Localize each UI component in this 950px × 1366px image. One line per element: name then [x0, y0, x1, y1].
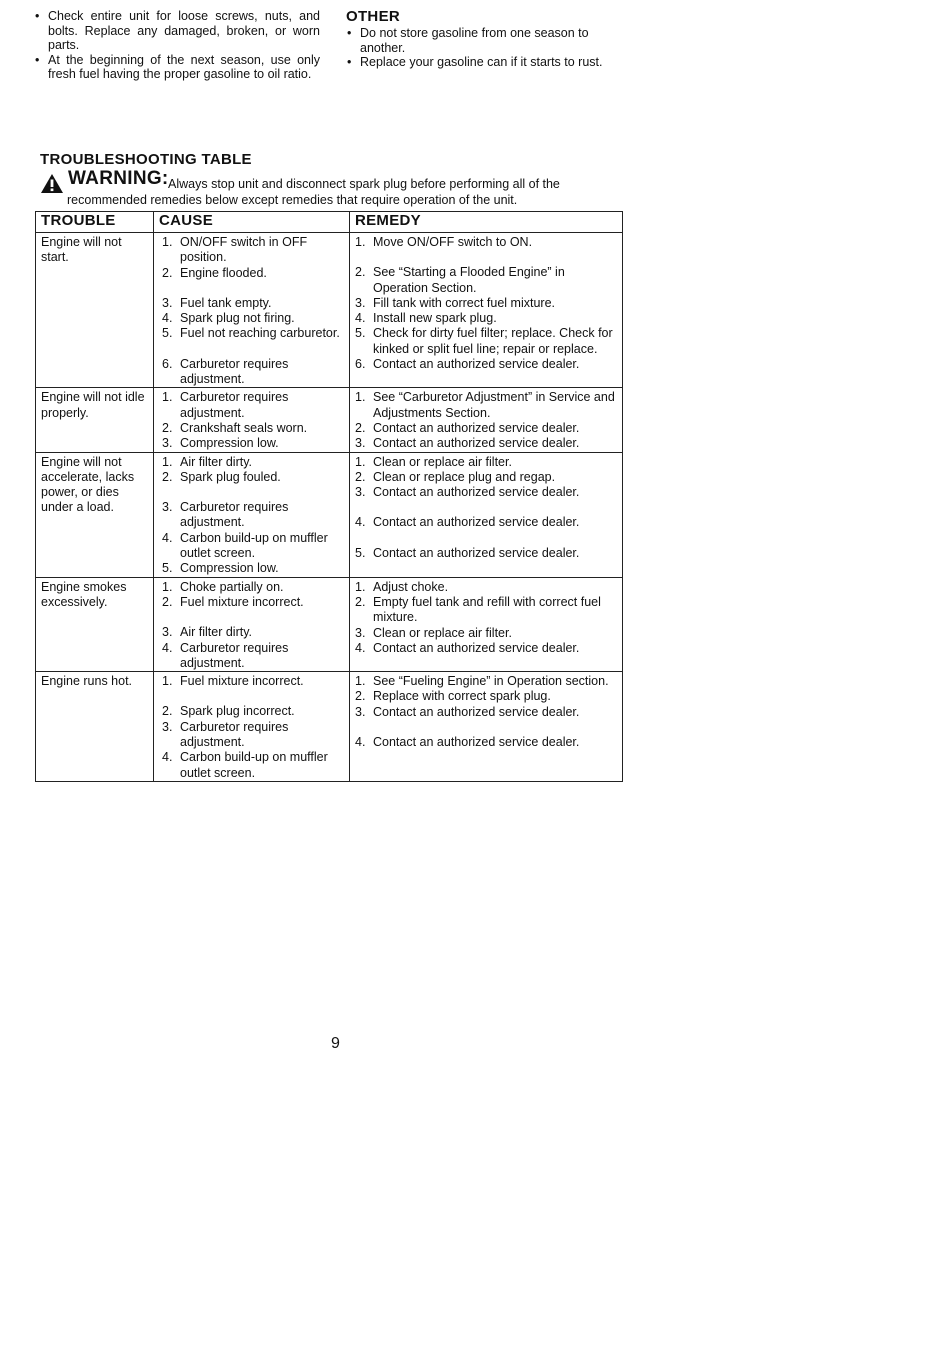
- item-number: 2.: [355, 420, 366, 435]
- cause-item: [162, 235, 344, 266]
- item-number: 1.: [355, 235, 366, 249]
- table-row: [36, 233, 623, 388]
- item-number: 4.: [162, 750, 173, 765]
- item-number: 1.: [162, 454, 173, 469]
- item-text: Clean or replace air filter.: [373, 454, 512, 469]
- troubleshooting-table: [35, 211, 623, 782]
- remedy-item: [355, 265, 617, 296]
- table-row: [36, 672, 623, 782]
- cause-item: [162, 720, 344, 751]
- item-text: Spark plug incorrect.: [180, 704, 295, 719]
- item-number: 2.: [162, 420, 173, 435]
- maintenance-bullet: • At the beginning of the next season, use only fresh fuel having the proper gasoline to oil ratio.: [34, 53, 320, 82]
- remedy-item: [355, 421, 617, 436]
- header-cause: CAUSE: [154, 212, 350, 233]
- item-text: Contact an authorized service dealer.: [373, 704, 580, 719]
- item-number: 4.: [355, 735, 366, 750]
- item-number: 2.: [162, 265, 173, 280]
- item-number: 3.: [355, 485, 366, 500]
- other-bullet: • Replace your gasoline can if it starts to rust.: [346, 55, 636, 70]
- item-text: See “Carburetor Adjustment” in Service and Adjustments Section.: [373, 390, 615, 420]
- item-number: 5.: [162, 326, 173, 341]
- item-number: 3.: [162, 719, 173, 734]
- item-text: Choke partially on.: [180, 579, 284, 594]
- warning-text-line-1: Always stop unit and disconnect spark plug before performing all of the: [168, 177, 560, 191]
- table-row: [36, 452, 623, 577]
- remedy-item: [355, 235, 617, 250]
- warning-triangle-icon: [40, 173, 64, 194]
- maintenance-bullet-list: [34, 9, 320, 82]
- item-number: 1.: [355, 579, 366, 594]
- cause-item: [162, 296, 344, 311]
- table-row: [36, 388, 623, 452]
- item-number: 1.: [162, 390, 173, 405]
- item-number: 3.: [355, 704, 366, 719]
- item-text: Contact an authorized service dealer.: [373, 357, 580, 372]
- item-text: Contact an authorized service dealer.: [373, 545, 580, 560]
- remedy-item: [355, 311, 617, 326]
- maintenance-bullet: • Check entire unit for loose screws, nuts, and bolts. Replace any damaged, broken, or worn parts.: [34, 9, 320, 53]
- item-number: 4.: [355, 515, 366, 530]
- troubleshooting-title: TROUBLESHOOTING TABLE: [40, 151, 252, 168]
- cause-item: [162, 421, 344, 436]
- item-number: 1.: [355, 390, 366, 405]
- trouble-cell: Engine will not idle properly.: [36, 388, 154, 452]
- item-text: Compression low.: [180, 436, 279, 451]
- item-text: Contact an authorized service dealer.: [373, 420, 580, 435]
- remedy-item: [355, 674, 617, 689]
- item-number: 2.: [355, 469, 366, 484]
- remedy-cell: [350, 577, 623, 671]
- item-text: Install new spark plug.: [373, 311, 497, 326]
- item-number: 4.: [162, 640, 173, 655]
- item-number: 2.: [162, 469, 173, 484]
- other-heading: OTHER: [346, 8, 400, 25]
- cause-item: [162, 531, 344, 562]
- cause-item: [162, 641, 344, 672]
- item-number: 2.: [355, 689, 366, 704]
- item-text: Carburetor requires adjustment.: [180, 719, 289, 750]
- remedy-item: [355, 595, 617, 626]
- item-number: 3.: [162, 295, 173, 310]
- cause-item: [162, 436, 344, 451]
- item-text: Clean or replace air filter.: [373, 625, 512, 640]
- remedy-item: [355, 689, 617, 704]
- cause-item: [162, 674, 344, 689]
- item-number: 2.: [162, 594, 173, 609]
- cause-item: [162, 390, 344, 421]
- item-text: Spark plug not firing.: [180, 311, 295, 326]
- item-text: Fill tank with correct fuel mixture.: [373, 295, 555, 310]
- cause-item: [162, 704, 344, 719]
- item-text: Contact an authorized service dealer.: [373, 436, 580, 451]
- cause-cell: [154, 388, 350, 452]
- warning-text-line-2: recommended remedies below except remedies that require operation of the unit.: [67, 193, 518, 207]
- item-number: 3.: [162, 436, 173, 451]
- other-section: [346, 8, 636, 70]
- remedy-item: [355, 735, 617, 750]
- item-text: Move ON/OFF switch to ON.: [373, 235, 533, 249]
- item-number: 4.: [162, 530, 173, 545]
- trouble-cell: Engine will not accelerate, lacks power, or dies under a load.: [36, 452, 154, 577]
- item-text: Replace with correct spark plug.: [373, 689, 551, 704]
- item-text: Engine flooded.: [180, 265, 267, 280]
- item-number: 3.: [162, 500, 173, 515]
- item-number: 4.: [355, 311, 366, 326]
- item-text: Compression low.: [180, 561, 279, 576]
- item-number: 3.: [162, 625, 173, 640]
- item-text: Air filter dirty.: [180, 625, 252, 640]
- remedy-item: [355, 326, 617, 357]
- item-text: Contact an authorized service dealer.: [373, 640, 580, 655]
- item-text: Fuel tank empty.: [180, 295, 272, 310]
- item-text: Carbon build-up on muffler outlet screen.: [180, 530, 328, 561]
- cause-item: [162, 357, 344, 388]
- cause-cell: [154, 233, 350, 388]
- cause-item: [162, 561, 344, 576]
- item-number: 1.: [355, 454, 366, 469]
- item-number: 3.: [355, 295, 366, 310]
- cause-item: [162, 470, 344, 485]
- remedy-item: [355, 626, 617, 641]
- trouble-cell: Engine runs hot.: [36, 672, 154, 782]
- remedy-item: [355, 436, 617, 451]
- item-number: 3.: [355, 625, 366, 640]
- remedy-item: [355, 296, 617, 311]
- cause-cell: [154, 452, 350, 577]
- cause-item: [162, 580, 344, 595]
- remedy-item: [355, 705, 617, 720]
- item-text: Carburetor requires adjustment.: [180, 640, 289, 670]
- item-number: 5.: [355, 326, 366, 341]
- cause-cell: [154, 672, 350, 782]
- cause-item: [162, 750, 344, 781]
- item-number: 5.: [162, 561, 173, 576]
- header-remedy: REMEDY: [350, 212, 623, 233]
- remedy-cell: [350, 452, 623, 577]
- remedy-item: [355, 580, 617, 595]
- remedy-item: [355, 390, 617, 421]
- remedy-item: [355, 470, 617, 485]
- item-number: 2.: [355, 594, 366, 609]
- trouble-cell: Engine smokes excessively.: [36, 577, 154, 671]
- item-number: 1.: [162, 235, 173, 249]
- warning-label: WARNING:: [68, 168, 169, 189]
- item-number: 5.: [355, 545, 366, 560]
- item-number: 4.: [355, 640, 366, 655]
- cause-cell: [154, 577, 350, 671]
- remedy-cell: [350, 388, 623, 452]
- remedy-cell: [350, 233, 623, 388]
- item-text: Contact an authorized service dealer.: [373, 735, 580, 750]
- cause-item: [162, 500, 344, 531]
- table-row: [36, 577, 623, 671]
- item-number: 6.: [355, 357, 366, 372]
- item-number: 2.: [162, 704, 173, 719]
- item-text: See “Starting a Flooded Engine” in Operation Section.: [373, 265, 565, 295]
- cause-item: [162, 326, 344, 341]
- item-number: 6.: [162, 356, 173, 371]
- item-text: Carbon build-up on muffler outlet screen.: [180, 750, 328, 780]
- item-number: 4.: [162, 311, 173, 326]
- other-bullet: • Do not store gasoline from one season to another.: [346, 26, 636, 55]
- item-text: Adjust choke.: [373, 579, 449, 594]
- remedy-item: [355, 546, 617, 561]
- cause-item: [162, 311, 344, 326]
- item-number: 1.: [162, 674, 173, 689]
- item-number: 3.: [355, 436, 366, 451]
- remedy-item: [355, 485, 617, 500]
- remedy-cell: [350, 672, 623, 782]
- remedy-item: [355, 641, 617, 656]
- item-text: Crankshaft seals worn.: [180, 420, 308, 435]
- item-number: 1.: [355, 674, 366, 689]
- item-text: Contact an authorized service dealer.: [373, 485, 580, 500]
- item-text: See “Fueling Engine” in Operation section.: [373, 674, 609, 689]
- item-text: Air filter dirty.: [180, 454, 252, 469]
- item-number: 1.: [162, 579, 173, 594]
- remedy-item: [355, 357, 617, 372]
- item-text: ON/OFF switch in OFF position.: [180, 235, 308, 265]
- item-text: Carburetor requires adjustment.: [180, 356, 289, 387]
- trouble-cell: Engine will not start.: [36, 233, 154, 388]
- item-text: Check for dirty fuel filter; replace. Check for kinked or split fuel line; repair or replace.: [373, 326, 613, 356]
- page-number: 9: [331, 1035, 340, 1052]
- item-text: Fuel mixture incorrect.: [180, 594, 304, 609]
- item-text: Carburetor requires adjustment.: [180, 500, 289, 530]
- header-trouble: TROUBLE: [36, 212, 154, 233]
- item-text: Carburetor requires adjustment.: [180, 390, 289, 420]
- remedy-item: [355, 515, 617, 530]
- item-text: Spark plug fouled.: [180, 469, 281, 484]
- item-text: Contact an authorized service dealer.: [373, 515, 580, 530]
- item-text: Fuel mixture incorrect.: [180, 674, 304, 689]
- cause-item: [162, 455, 344, 470]
- item-text: Empty fuel tank and refill with correct fuel mixture.: [373, 594, 601, 625]
- item-number: 2.: [355, 265, 366, 280]
- cause-item: [162, 625, 344, 640]
- cause-item: [162, 266, 344, 281]
- item-text: Fuel not reaching carburetor.: [180, 326, 340, 341]
- cause-item: [162, 595, 344, 610]
- remedy-item: [355, 455, 617, 470]
- table-header-row: [36, 212, 623, 233]
- item-text: Clean or replace plug and regap.: [373, 469, 556, 484]
